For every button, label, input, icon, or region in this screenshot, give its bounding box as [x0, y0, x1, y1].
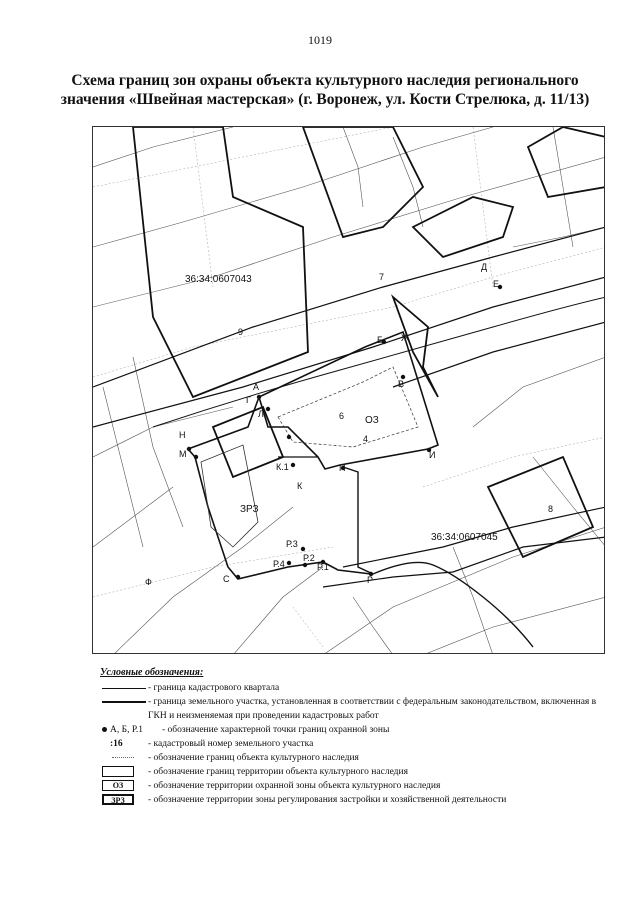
cadastral-quarter-boundaries [93, 227, 605, 587]
thin-line-symbol [100, 681, 148, 695]
legend-point-prefix: А, Б, Р.1 [110, 725, 144, 735]
legend-text: - граница кадастрового квартала [148, 683, 280, 693]
legend-title: Условные обозначения: [100, 667, 204, 678]
parcel-number-9: 9 [238, 327, 244, 337]
page-number: 1019 [308, 33, 332, 47]
parcel-number-7: 7 [379, 272, 385, 282]
map-drawing [93, 127, 605, 654]
point-label-s: С [223, 574, 230, 584]
title-line-2: значения «Швейная мастерская» (г. Воронеж, ул. Кости Стрелюка, д. 11/13) [60, 91, 590, 108]
zrz-box-symbol: ЗРЗ [100, 793, 148, 807]
title-line-1: Схема границ зон охраны объекта культурного наследия регионального [71, 72, 579, 89]
regulation-zone-zrz [188, 397, 373, 579]
point-label-d: Д [481, 262, 488, 272]
dotted-line-symbol [100, 751, 148, 765]
point-label-r1: Р.1 [317, 562, 329, 572]
point-label-n: Н [179, 430, 186, 440]
point-label-a: А [253, 382, 260, 392]
point-label-r4: Р.4 [273, 559, 285, 569]
map-background-lines [93, 127, 605, 654]
point-label-k1: К.1 [276, 462, 289, 472]
legend-item-regulation-zone [100, 793, 620, 807]
legend-text: - обозначение границ территории объекта культурного наследия [148, 767, 408, 777]
cadastral-code-symbol: :16 [110, 739, 123, 749]
oz-box-symbol: ОЗ [100, 779, 148, 793]
legend-item-quarter-boundary [100, 681, 620, 695]
parcel-number-4: 4 [363, 434, 369, 444]
point-label-zh: Ж [401, 333, 410, 343]
legend-text: - обозначение границ объекта культурного наследия [148, 753, 359, 763]
point-label-b: Б [377, 335, 383, 345]
map-texture [93, 127, 605, 647]
point-label-i: И [429, 450, 436, 460]
legend-text: - обозначение территории зоны регулирования застройки и хозяйственной деятельности [148, 795, 507, 805]
thick-line-symbol [100, 695, 148, 709]
legend-item-heritage-territory [100, 765, 620, 779]
point-label-v: В [398, 379, 405, 389]
legend-item-protection-zone [100, 779, 620, 793]
point-label-r2: Р.2 [303, 553, 315, 563]
parcel-number-8: 8 [548, 504, 554, 514]
legend-item-parcel-boundary [100, 695, 620, 723]
legend-item-heritage-boundary [100, 751, 620, 765]
protection-zone-oz [259, 332, 438, 469]
zone-label-oz: ОЗ [365, 415, 379, 426]
legend-text: - кадастровый номер земельного участка [148, 739, 314, 749]
point-label-r: Р [367, 575, 374, 585]
legend-item-cadastral-number [100, 737, 620, 751]
point-label-l: Л [258, 409, 264, 419]
point-label-r3: Р.3 [286, 539, 298, 549]
parcel-number-6: 6 [339, 411, 345, 421]
legend-item-characteristic-point [100, 723, 620, 737]
cadastral-quarter-label-1: 36:34:0607043 [185, 274, 252, 285]
legend-text: - граница земельного участка, установленная в соответствии с федеральным законодательством, включенная в ГКН и неизменяемая при проведении кадастровых работ [148, 697, 597, 721]
legend-text: - обозначение характерной точки границ охранной зоны [162, 725, 390, 735]
point-label-e: Е [493, 279, 500, 289]
parcel-number-f: Ф [145, 577, 152, 587]
cadastral-quarter-label-2: 36:34:0607045 [431, 532, 498, 543]
point-label-g: Г [246, 395, 251, 405]
box-symbol [100, 765, 148, 779]
cadastral-map [92, 126, 605, 654]
legend [100, 667, 620, 807]
zone-label-zrz: ЗРЗ [240, 504, 259, 515]
page-title [40, 71, 610, 109]
point-label-p: П [339, 463, 346, 473]
point-label-m: М [179, 449, 187, 459]
legend-text: - обозначение территории охранной зоны объекта культурного наследия [148, 781, 441, 791]
point-label-k: К [297, 481, 303, 491]
